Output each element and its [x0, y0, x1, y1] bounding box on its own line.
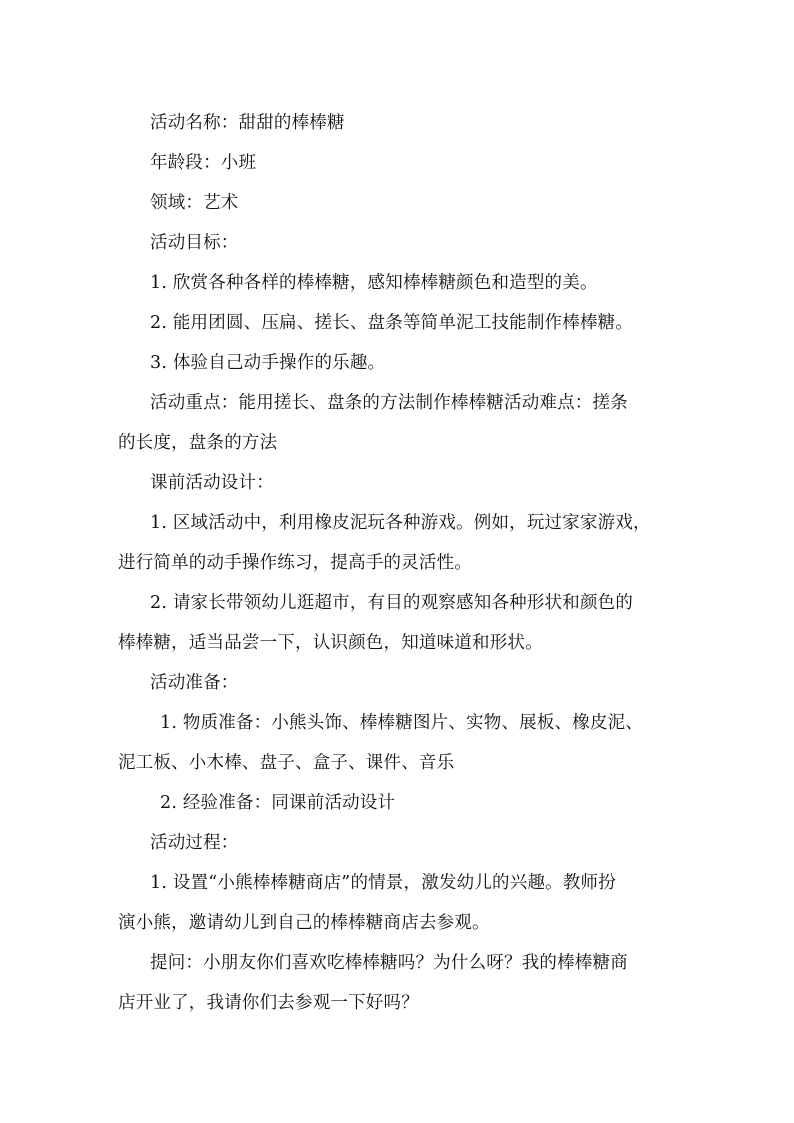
prep-item-line: 泥工板、小木棒、盘子、盒子、课件、音乐: [118, 753, 455, 773]
pre-design-item-line: 1. 区域活动中，利用橡皮泥玩各种游戏。例如，玩过家家游戏，: [150, 513, 651, 533]
focus-paragraph-line: 的长度，盘条的方法: [118, 433, 278, 453]
domain-field: 领域：艺术: [150, 193, 239, 213]
goal-item: 2. 能用团圆、压扁、搓长、盘条等简单泥工技能制作棒棒糖。: [150, 313, 634, 333]
goal-item: 3. 体验自己动手操作的乐趣。: [150, 353, 386, 373]
goals-heading: 活动目标：: [150, 233, 239, 253]
prep-item-line: 2. 经验准备：同课前活动设计: [160, 793, 396, 813]
process-item-line: 1. 设置“小熊棒棒糖商店”的情景，激发幼儿的兴趣。教师扮: [150, 873, 616, 893]
pre-design-heading: 课前活动设计：: [150, 473, 274, 493]
age-group: 年龄段：小班: [150, 153, 257, 173]
pre-design-item-line: 棒棒糖，适当品尝一下，认识颜色，知道味道和形状。: [118, 633, 543, 653]
pre-design-item-line: 2. 请家长带领幼儿逛超市，有目的观察感知各种形状和颜色的: [150, 593, 634, 613]
process-item-line: 演小熊，邀请幼儿到自己的棒棒糖商店去参观。: [118, 913, 490, 933]
activity-name: 活动名称：甜甜的棒棒糖: [150, 113, 345, 133]
goal-item: 1. 欣赏各种各样的棒棒糖，感知棒棒糖颜色和造型的美。: [150, 273, 598, 293]
focus-paragraph-line: 活动重点：能用搓长、盘条的方法制作棒棒糖活动难点：搓条: [150, 393, 628, 413]
prep-heading: 活动准备：: [150, 673, 239, 693]
process-heading: 活动过程：: [150, 833, 239, 853]
question-line: 店开业了，我请你们去参观一下好吗？: [118, 993, 419, 1013]
prep-item-line: 1. 物质准备：小熊头饰、棒棒糖图片、实物、展板、橡皮泥、: [160, 713, 644, 733]
question-line: 提问：小朋友你们喜欢吃棒棒糖吗？为什么呀？我的棒棒糖商: [150, 953, 628, 973]
pre-design-item-line: 进行简单的动手操作练习，提高手的灵活性。: [118, 553, 472, 573]
